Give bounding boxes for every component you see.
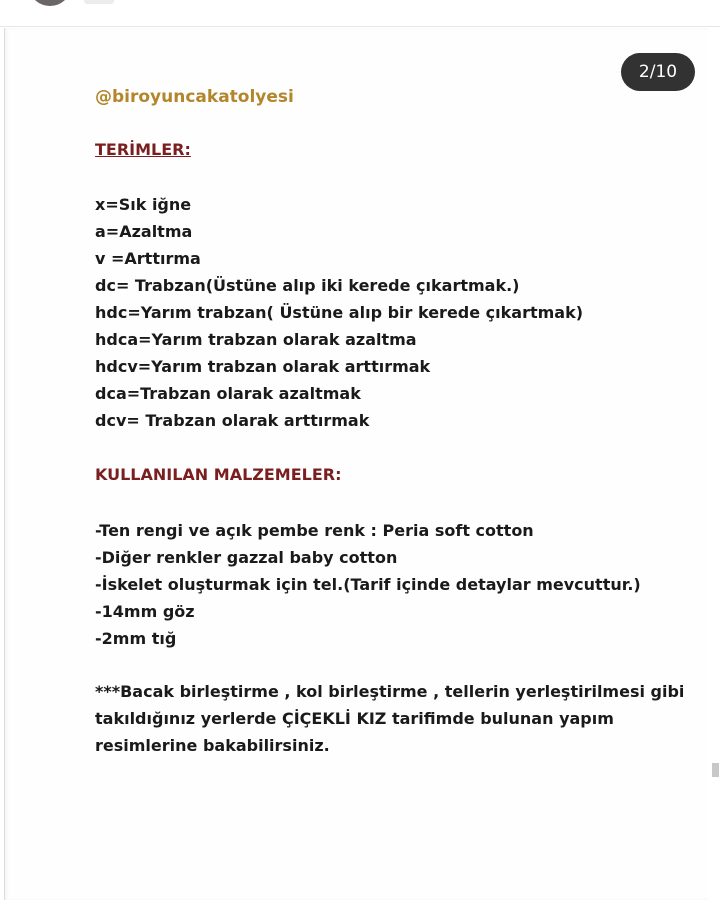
term-item: hdc=Yarım trabzan( Üstüne alıp bir kerede çıkartmak)	[95, 303, 584, 322]
note-paragraph: ***Bacak birleştirme , kol birleştirme , tellerin yerleştirilmesi gibi takıldığınız yerlerde ÇİÇEKLİ KIZ tarifimde bulunan yapım resimlerine bakabilirsiniz.	[95, 682, 685, 755]
term-item: hdca=Yarım trabzan olarak azaltma	[95, 330, 417, 349]
header-divider	[0, 26, 720, 27]
terms-heading-text: TERİMLER:	[95, 140, 191, 159]
term-item: dca=Trabzan olarak azaltmak	[95, 384, 361, 403]
term-item: dcv= Trabzan olarak arttırmak	[95, 411, 370, 430]
slide-counter-badge: 2/10	[621, 53, 695, 91]
avatar[interactable]	[30, 0, 70, 6]
term-item: dc= Trabzan(Üstüne alıp iki kerede çıkartmak.)	[95, 276, 520, 295]
terms-heading	[95, 137, 695, 163]
post-header-strip	[0, 0, 720, 26]
scrollbar-thumb[interactable]	[712, 763, 719, 777]
material-item: -2mm tığ	[95, 629, 177, 648]
material-item: -Ten rengi ve açık pembe renk : Peria soft cotton	[95, 521, 534, 540]
material-item: -Diğer renkler gazzal baby cotton	[95, 548, 398, 567]
term-item: x=Sık iğne	[95, 195, 192, 214]
materials-heading: KULLANILAN MALZEMELER:	[95, 465, 342, 484]
term-item: a=Azaltma	[95, 222, 193, 241]
post-text-content	[95, 85, 695, 759]
material-item: -14mm göz	[95, 602, 195, 621]
material-item: -İskelet oluşturmak için tel.(Tarif içinde detaylar mevcuttur.)	[95, 575, 641, 594]
username-fragment[interactable]	[84, 0, 114, 4]
term-item: v =Arttırma	[95, 249, 201, 268]
term-item: hdcv=Yarım trabzan olarak arttırmak	[95, 357, 431, 376]
account-handle: @biroyuncakatolyesi	[95, 87, 294, 107]
